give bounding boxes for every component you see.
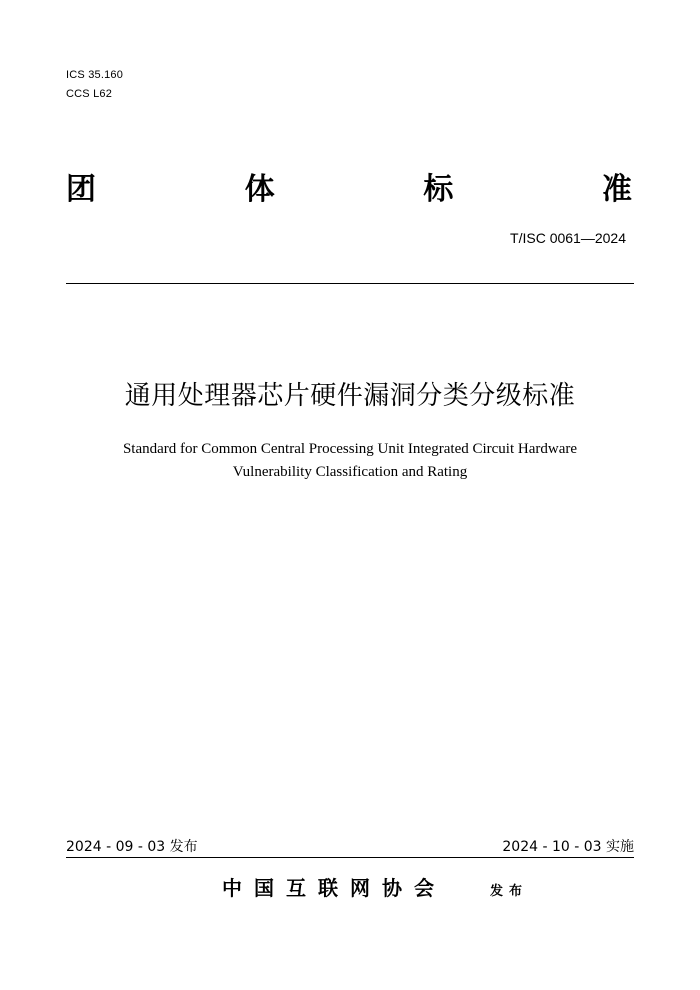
bottom-divider bbox=[66, 857, 634, 858]
title-english-line-2: Vulnerability Classification and Rating bbox=[232, 464, 468, 480]
implementation-date: 2024 - 10 - 03 实施 bbox=[502, 839, 634, 855]
standard-type-char: 体 bbox=[244, 172, 275, 207]
standard-type-heading bbox=[66, 170, 632, 210]
publish-label: 发布 bbox=[490, 884, 529, 899]
publisher-name: 中国互联网协会 bbox=[222, 876, 446, 900]
ics-code: ICS 35.160 bbox=[66, 69, 124, 81]
ccs-code: CCS L62 bbox=[66, 88, 113, 100]
standard-type-char: 准 bbox=[601, 172, 632, 207]
standard-code: T/ISC 0061—2024 bbox=[510, 230, 626, 246]
standard-type-char: 标 bbox=[423, 172, 454, 207]
issue-date: 2024 - 09 - 03 发布 bbox=[66, 839, 198, 855]
title-chinese: 通用处理器芯片硬件漏洞分类分级标准 bbox=[124, 381, 576, 411]
top-divider bbox=[66, 283, 634, 284]
title-english-line-1: Standard for Common Central Processing Unit Integrated Circuit Hardware bbox=[122, 441, 578, 457]
standard-type-char: 团 bbox=[66, 172, 96, 207]
